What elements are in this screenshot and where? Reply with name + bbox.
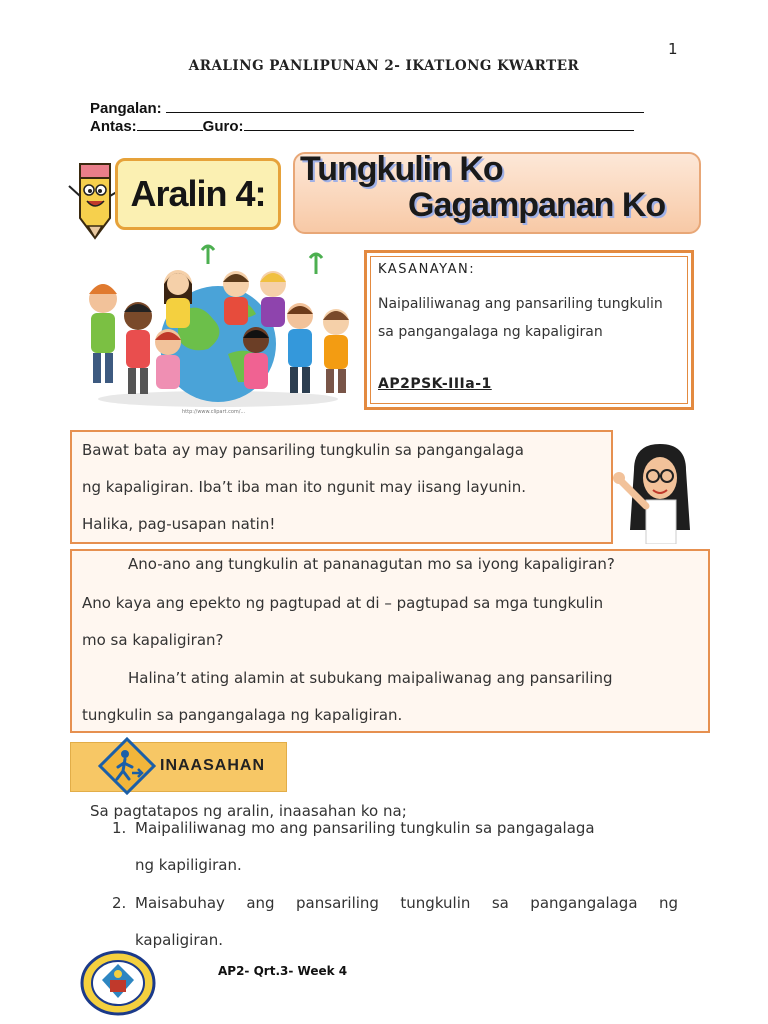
guro-blank[interactable] xyxy=(244,118,634,131)
lesson-title-line1: Tungkulin Ko xyxy=(300,150,503,188)
kasanayan-heading: KASANAYAN: xyxy=(378,262,476,277)
guro-label: Guro: xyxy=(202,118,244,135)
intro-line-1: Bawat bata ay may pansariling tungkulin sa pangangalaga xyxy=(82,441,524,459)
children-globe-illustration xyxy=(78,244,358,408)
walking-person-sign-icon xyxy=(98,737,156,795)
page-number: 1 xyxy=(668,40,678,58)
intro-line-2: ng kapaligiran. Iba’t iba man ito ngunit may iisang layunin. xyxy=(82,478,526,496)
objective-1-line1: Maipaliliwanag mo ang pansariling tungkulin sa pangagalaga xyxy=(135,819,595,837)
objectives-intro: Sa pagtatapos ng aralin, inaasahan ko na; xyxy=(90,802,407,820)
pangalan-blank[interactable] xyxy=(166,100,644,113)
lesson-badge-label: Aralin 4: xyxy=(130,173,266,214)
competency-code: AP2PSK-IIIa-1 xyxy=(378,376,492,392)
objective-2-line2: kapaligiran. xyxy=(135,931,223,949)
antas-label: Antas: xyxy=(90,118,137,135)
intro-box-text xyxy=(82,432,602,543)
page-title: ARALING PANLIPUNAN 2- IKATLONG KWARTER xyxy=(188,58,580,74)
pencil-mascot-icon xyxy=(66,156,122,240)
teacher-avatar-icon xyxy=(612,440,702,544)
antas-blank[interactable] xyxy=(137,118,203,131)
lesson-title-line2: Gagampanan Ko xyxy=(408,186,666,224)
school-seal-icon xyxy=(80,950,156,1016)
footer-text: AP2- Qrt.3- Week 4 xyxy=(218,964,348,978)
pangalan-label: Pangalan: xyxy=(90,100,162,117)
question-line-2: Ano kaya ang epekto ng pagtupad at di – pagtupad sa mga tungkulin xyxy=(82,594,604,612)
kasanayan-text: Naipaliliwanag ang pansariling tungkulin sa pangangalaga ng kapaligiran xyxy=(378,296,663,340)
lesson-badge xyxy=(115,158,281,230)
inaasahan-label: INAASAHAN xyxy=(160,757,265,774)
question-line-1: Ano-ano ang tungkulin at pananagutan mo sa iyong kapaligiran? xyxy=(128,555,615,573)
question-line-3: mo sa kapaligiran? xyxy=(82,631,224,649)
antas-guro-row xyxy=(90,118,634,135)
pangalan-row xyxy=(90,100,644,117)
objective-1-number: 1. xyxy=(112,819,127,837)
intro-line-3: Halika, pag-usapan natin! xyxy=(82,515,276,533)
objective-2-number: 2. xyxy=(112,894,127,912)
question-line-5: tungkulin sa pangangalaga ng kapaligiran. xyxy=(82,706,403,724)
objective-2-line1: Maisabuhay ang pansariling tungkulin sa pangangalaga ng xyxy=(135,894,678,912)
image-caption: http://www.clipart.com/... xyxy=(182,409,246,415)
question-line-4: Halina’t ating alamin at subukang maipaliwanag ang pansariling xyxy=(128,669,613,687)
objective-1-line2: ng kapiligiran. xyxy=(135,856,242,874)
